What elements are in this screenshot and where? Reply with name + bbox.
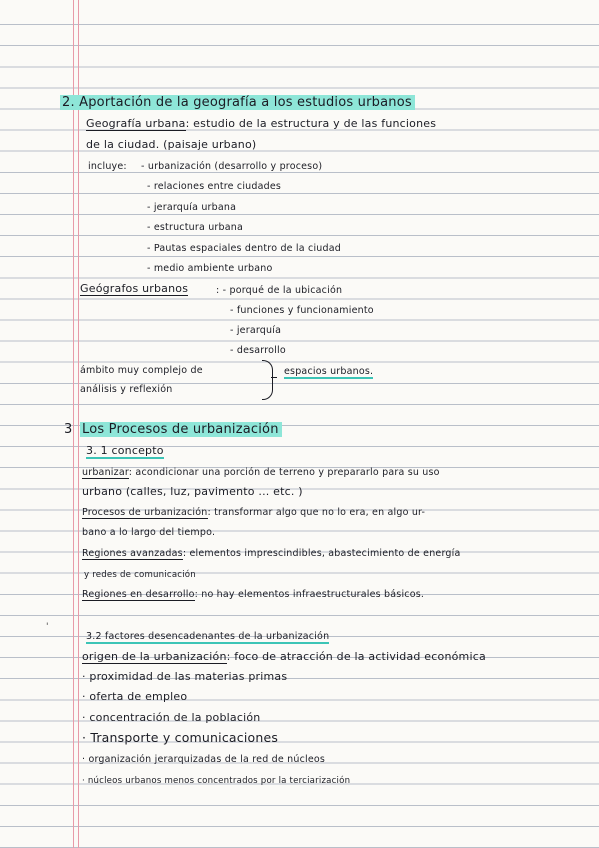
geographers-item: - funciones y funcionamiento xyxy=(230,305,374,316)
margin-mark: ' xyxy=(46,622,49,632)
factor-item: · organización jerarquizadas de la red de núcleos xyxy=(82,754,326,765)
definition-line: de la ciudad. (paisaje urbano) xyxy=(86,138,257,151)
includes-item: - estructura urbana xyxy=(147,222,244,233)
scope-result: espacios urbanos. xyxy=(284,366,374,377)
geographers-item: - jerarquía xyxy=(230,325,282,336)
note-line: urbanizar: acondicionar una porción de terreno y prepararlo para su uso xyxy=(82,467,440,478)
includes-item: - urbanización (desarrollo y proceso) xyxy=(141,161,323,172)
note-line: Regiones en desarrollo: no hay elementos infraestructurales básicos. xyxy=(82,589,425,600)
note-line: Procesos de urbanización: transformar algo que no lo era, en algo ur- xyxy=(82,507,426,518)
scope-text: ámbito muy complejo de xyxy=(80,365,203,376)
margin-line xyxy=(78,0,79,848)
note-line: y redes de comunicación xyxy=(84,570,196,580)
note-line: urbano (calles, luz, pavimento ... etc. ) xyxy=(82,485,303,498)
factor-item: · proximidad de las materias primas xyxy=(82,670,288,683)
includes-item: - relaciones entre ciudades xyxy=(147,181,282,192)
section-3-number: 3 xyxy=(64,422,73,437)
includes-item: - jerarquía urbana xyxy=(147,202,237,213)
includes-item: - medio ambiente urbano xyxy=(147,263,273,274)
geographers-item: - desarrollo xyxy=(230,345,286,356)
includes-label: incluye: xyxy=(88,161,127,172)
note-line: bano a lo largo del tiempo. xyxy=(82,527,216,538)
margin-line xyxy=(73,0,74,848)
curly-brace xyxy=(262,360,273,400)
factor-item: · núcleos urbanos menos concentrados por la terciarización xyxy=(82,776,351,786)
section-3-heading: Los Procesos de urbanización xyxy=(80,423,282,437)
definition-line: Geografía urbana: estudio de la estructura y de las funciones xyxy=(86,117,437,130)
factor-item: · concentración de la población xyxy=(82,711,261,724)
section-2-heading: 2. Aportación de la geografía a los estudios urbanos xyxy=(60,96,415,110)
includes-item: - Pautas espaciales dentro de la ciudad xyxy=(147,243,341,254)
note-line: Regiones avanzadas: elementos imprescindibles, abastecimiento de energía xyxy=(82,548,461,559)
curly-brace-tip xyxy=(271,377,277,378)
subheading: 3. 1 concepto xyxy=(86,444,164,457)
factor-item: · oferta de empleo xyxy=(82,690,188,703)
subheading: 3.2 factores desencadenantes de la urbanización xyxy=(86,631,330,642)
note-line: origen de la urbanización: foco de atracción de la actividad económica xyxy=(82,650,486,663)
factor-item: · Transporte y comunicaciones xyxy=(82,730,279,745)
geographers-item: : - porqué de la ubicación xyxy=(216,285,343,296)
geographers-term: Geógrafos urbanos xyxy=(80,282,189,295)
scope-text: análisis y reflexión xyxy=(80,384,173,395)
